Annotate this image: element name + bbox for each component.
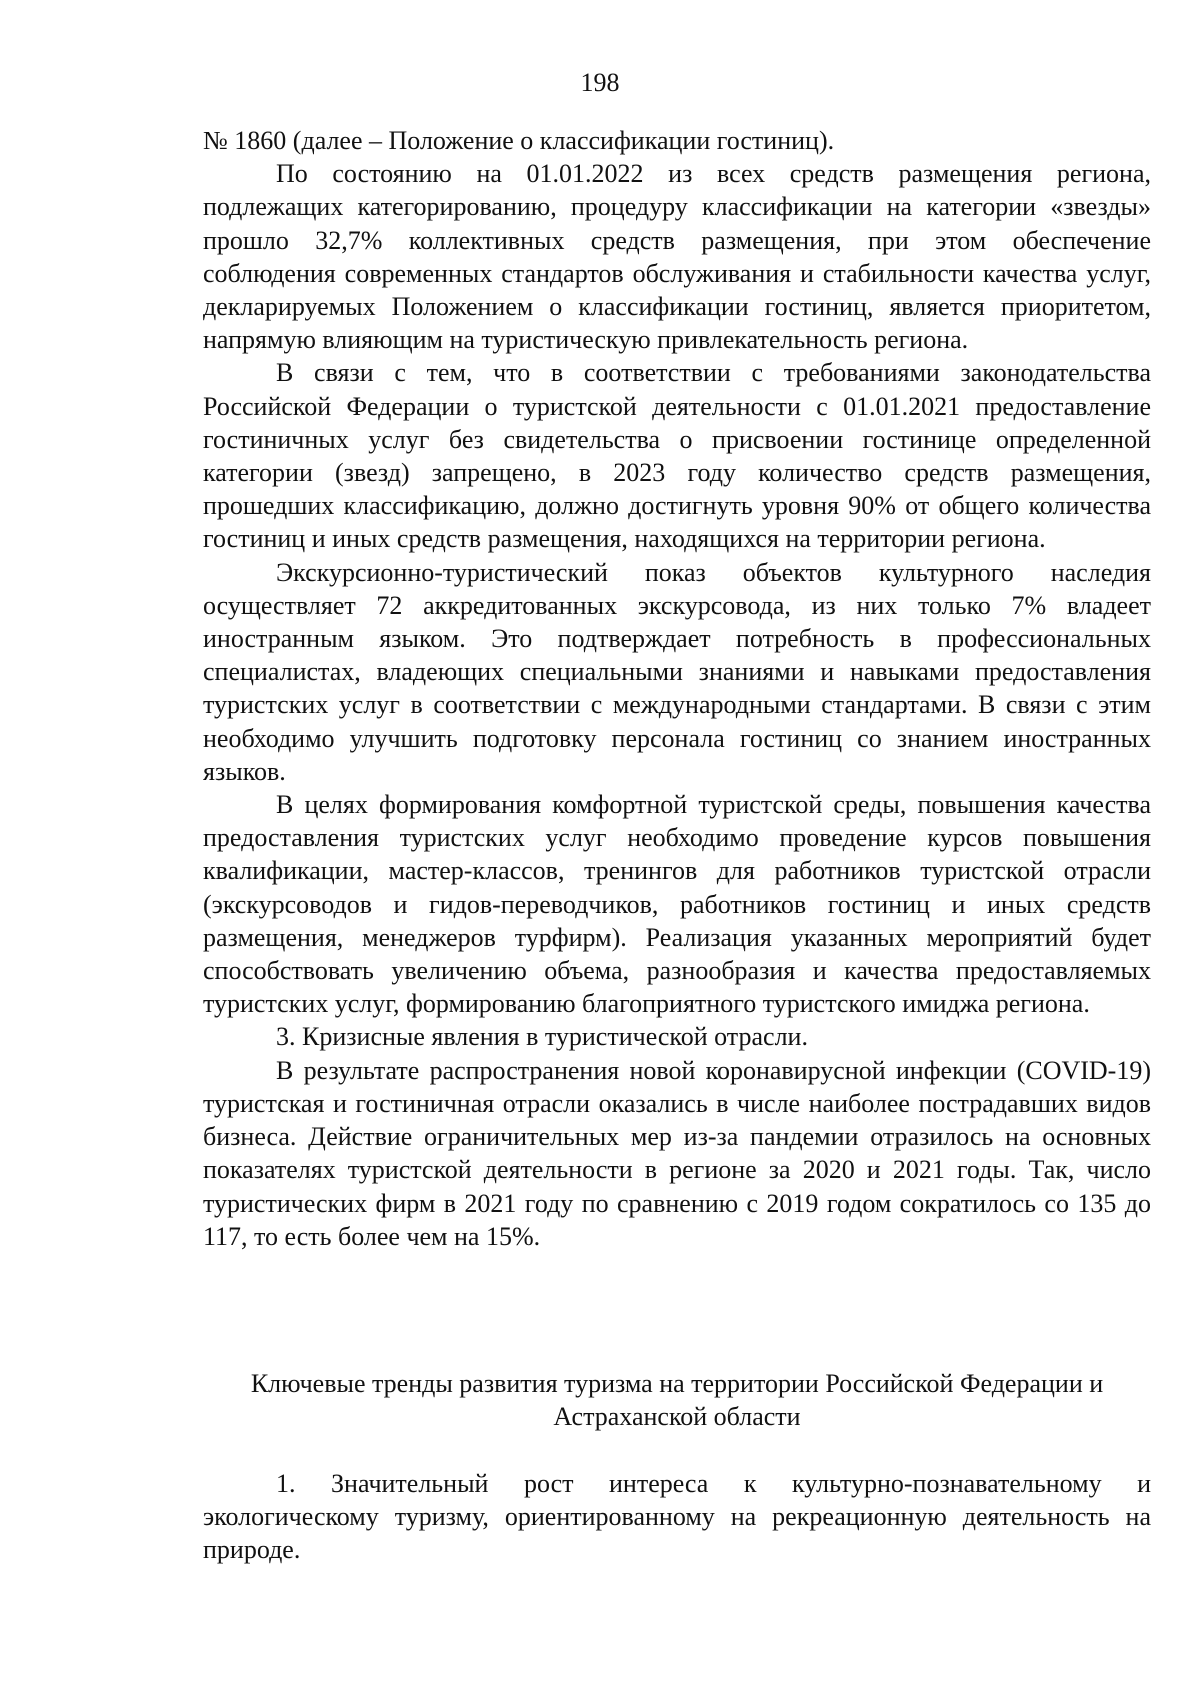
paragraph-crisis-heading: 3. Кризисные явления в туристической отрасли. bbox=[276, 1022, 808, 1052]
paragraph-classification-status: По состоянию на 01.01.2022 из всех средств размещения региона, подлежащих категорированию, процедуру классификации на категории «звезды» прошло 32,7% коллективных средств размещения, при этом обеспечение соблюдения современных стандартов обслуживания и стабильности качества услуг, декларируемых Положением о классификации гостиниц, является приоритетом, напрямую влияющим на туристическую привлекательность региона. bbox=[203, 159, 1151, 355]
paragraph-guides: Экскурсионно-туристический показ объектов культурного наследия осуществляет 72 аккредитованных экскурсовода, из них только 7% владеет иностранным языком. Это подтверждает потребность в профессиональных специалистах, владеющих специальными знаниями и навыками предоставления туристских услуг в соответствии с международными стандартами. В связи с этим необходимо улучшить подготовку персонала гостиниц со знанием иностранных языков. bbox=[203, 557, 1151, 786]
paragraph-covid: В результате распространения новой коронавирусной инфекции (COVID-19) туристская и гостиничная отрасли оказались в числе наиболее пострадавших видов бизнеса. Действие ограничительных мер из-за пандемии отразилось на основных показателях туристской деятельности в регионе за 2020 и 2021 годы. Так, число туристических фирм в 2021 году по сравнению с 2019 годом сократилось со 135 до 117, то есть более чем на 15%. bbox=[203, 1055, 1151, 1251]
paragraph-trend-1: 1. Значительный рост интереса к культурно-познавательному и экологическому туризму, ориентированному на рекреационную деятельность на природе. bbox=[203, 1469, 1151, 1565]
trends-text bbox=[203, 1467, 1151, 1567]
paragraph-training: В целях формирования комфортной туристской среды, повышения качества предоставления туристских услуг необходимо проведение курсов повышения квалификации, мастер-классов, тренингов для работников туристской отрасли (экскурсоводов и гидов-переводчиков, работников гостиниц и иных средств размещения, менеджеров турфирм). Реализация указанных мероприятий будет способствовать увеличению объема, разнообразия и качества предоставляемых туристских услуг, формированию благоприятного туристского имиджа региона. bbox=[203, 790, 1151, 1019]
paragraph-legislation: В связи с тем, что в соответствии с требованиями законодательства Российской Федерации о туристской деятельности с 01.01.2021 предоставление гостиничных услуг без свидетельства о присвоении гостинице определенной категории (звезд) запрещено, в 2023 году количество средств размещения, прошедших классификацию, должно достигнуть уровня 90% от общего количества гостиниц и иных средств размещения, находящихся на территории региона. bbox=[203, 358, 1151, 554]
body-text bbox=[203, 124, 1151, 1253]
page-number: 198 bbox=[580, 68, 620, 97]
section-heading: Ключевые тренды развития туризма на территории Российской Федерации и Астраханской области bbox=[250, 1369, 1104, 1432]
paragraph-continuation: № 1860 (далее – Положение о классификации гостиниц). bbox=[203, 126, 835, 155]
